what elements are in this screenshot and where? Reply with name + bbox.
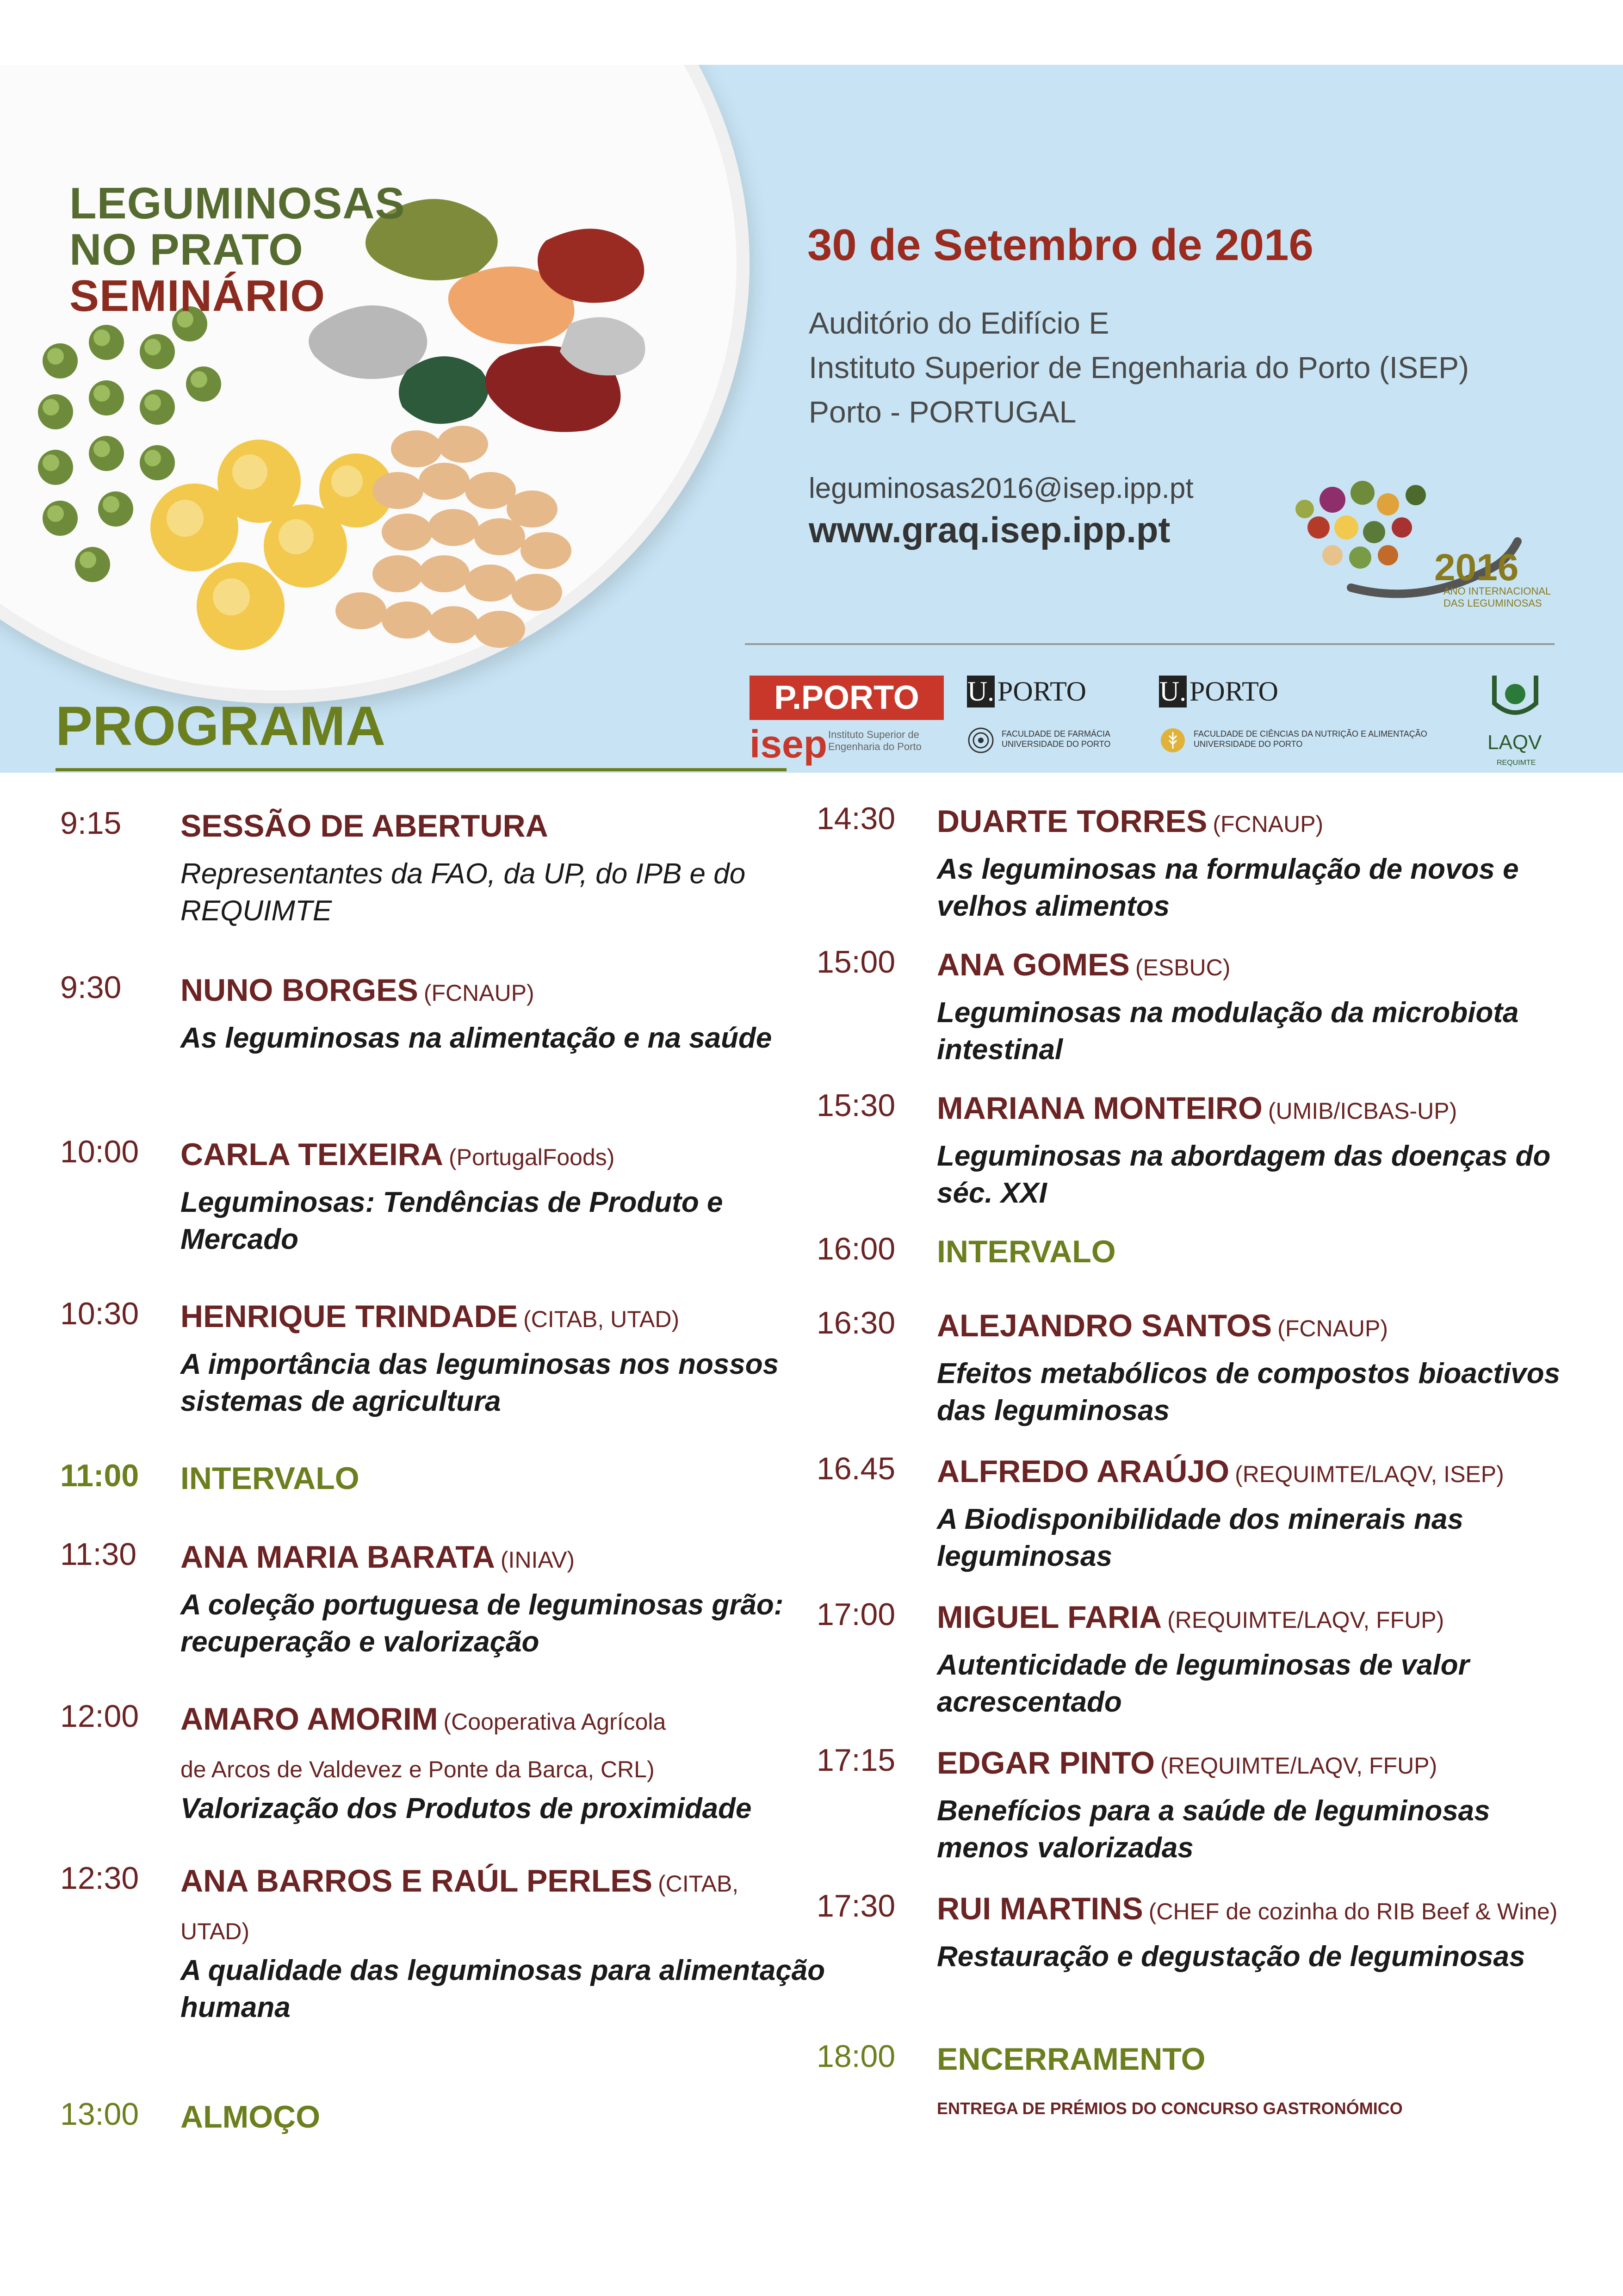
item-speaker: DUARTE TORRES bbox=[937, 804, 1208, 839]
uporto-text: PORTO bbox=[997, 676, 1087, 707]
item-time: 17:00 bbox=[817, 1597, 896, 1632]
fcnaup-wheat-icon bbox=[1159, 726, 1187, 754]
title-line-1: LEGUMINOSAS bbox=[69, 179, 405, 228]
venue-line-2: Instituto Superior de Engenharia do Porto (ISEP) bbox=[809, 350, 1469, 385]
item-time: 17:30 bbox=[817, 1888, 896, 1924]
item-talk: Restauração e degustação de leguminosas bbox=[937, 1941, 1525, 1973]
item-talk: Leguminosas na modulação da microbiota intestinal bbox=[937, 997, 1519, 1066]
ffup-logo bbox=[967, 676, 1086, 707]
item-talk: Leguminosas na abordagem das doenças do séc. XXI bbox=[937, 1140, 1551, 1209]
item-speaker: ANA GOMES bbox=[937, 947, 1130, 982]
venue-line-1: Auditório do Edifício E bbox=[809, 306, 1109, 340]
item-affiliation-cont: de Arcos de Valdevez e Ponte da Barca, CRL) bbox=[180, 1756, 655, 1782]
item-affiliation: (REQUIMTE/LAQV, ISEP) bbox=[1235, 1461, 1504, 1487]
item-speaker: ALMOÇO bbox=[180, 2099, 321, 2135]
item-talk: Leguminosas: Tendências de Produto e Mercado bbox=[180, 1186, 723, 1255]
item-time: 14:30 bbox=[817, 801, 896, 836]
item-speaker: INTERVALO bbox=[937, 1234, 1116, 1269]
item-note: ENTREGA DE PRÉMIOS DO CONCURSO GASTRONÓMICO bbox=[937, 2099, 1403, 2118]
item-affiliation: (CITAB, UTAD) bbox=[523, 1306, 680, 1332]
item-affiliation: (FCNAUP) bbox=[423, 980, 534, 1006]
item-affiliation: (PortugalFoods) bbox=[448, 1144, 615, 1170]
iyp-sub-line-1: ANO INTERNACIONAL bbox=[1443, 585, 1551, 597]
item-speaker: HENRIQUE TRINDADE bbox=[180, 1299, 518, 1334]
item-speaker: ANA MARIA BARATA bbox=[180, 1539, 495, 1575]
item-time: 16:00 bbox=[817, 1231, 896, 1266]
seminar-title bbox=[69, 180, 405, 319]
item-time: 15:00 bbox=[817, 944, 896, 980]
item-speaker: MARIANA MONTEIRO bbox=[937, 1091, 1263, 1126]
item-time: 10:00 bbox=[60, 1134, 139, 1169]
item-talk: Representantes da FAO, da UP, do IPB e do REQUIMTE bbox=[180, 858, 746, 927]
item-time: 15:30 bbox=[817, 1088, 896, 1123]
uporto-text: PORTO bbox=[1189, 676, 1279, 707]
item-affiliation: (Cooperativa Agrícola bbox=[443, 1709, 666, 1735]
iyp-year: 2016 bbox=[1434, 546, 1519, 589]
item-affiliation: (FCNAUP) bbox=[1277, 1316, 1388, 1341]
item-speaker: CARLA TEIXEIRA bbox=[180, 1137, 443, 1172]
item-speaker: INTERVALO bbox=[180, 1461, 359, 1496]
item-speaker: NUNO BORGES bbox=[180, 973, 418, 1008]
item-affiliation: (CITAB, bbox=[658, 1871, 739, 1897]
uporto-u-mark: U. bbox=[1159, 676, 1187, 707]
item-time: 17:15 bbox=[817, 1743, 896, 1778]
title-line-3: SEMINÁRIO bbox=[69, 271, 326, 321]
item-talk: Autenticidade de leguminosas de valor acrescentado bbox=[937, 1649, 1469, 1718]
item-speaker: ALFREDO ARAÚJO bbox=[937, 1454, 1230, 1489]
item-talk: A qualidade das leguminosas para alimentação humana bbox=[180, 1955, 825, 2023]
iyp-subtitle bbox=[1443, 585, 1551, 609]
item-speaker: EDGAR PINTO bbox=[937, 1745, 1155, 1781]
item-speaker: SESSÃO DE ABERTURA bbox=[180, 808, 548, 844]
isep-subtitle: Instituto Superior de Engenharia do Porto bbox=[828, 729, 922, 752]
contact-email[interactable]: leguminosas2016@isep.ipp.pt bbox=[809, 472, 1194, 504]
laqv-label: LAQV bbox=[1487, 731, 1542, 754]
item-talk: Benefícios para a saúde de leguminosas menos valorizadas bbox=[937, 1795, 1490, 1864]
item-speaker: RUI MARTINS bbox=[937, 1891, 1143, 1926]
logos-divider bbox=[745, 643, 1555, 645]
item-speaker: MIGUEL FARIA bbox=[937, 1600, 1162, 1635]
item-time: 11:30 bbox=[60, 1537, 137, 1572]
ffup-spiral-icon bbox=[967, 726, 995, 754]
item-talk: A Biodisponibilidade dos minerais nas leguminosas bbox=[937, 1503, 1464, 1572]
item-time: 18:00 bbox=[817, 2039, 896, 2074]
pporto-logo: P.PORTO bbox=[750, 676, 944, 720]
item-affiliation: (CHEF de cozinha do RIB Beef & Wine) bbox=[1148, 1899, 1558, 1924]
programa-divider bbox=[56, 768, 787, 771]
legumes-illustration bbox=[0, 65, 694, 773]
item-talk: Efeitos metabólicos de compostos bioactivos das leguminosas bbox=[937, 1358, 1561, 1427]
fcnaup-name: FACULDADE DE CIÊNCIAS DA NUTRIÇÃO E ALIMENTAÇÃO UNIVERSIDADE DO PORTO bbox=[1194, 729, 1427, 749]
ffup-name: FACULDADE DE FARMÁCIA UNIVERSIDADE DO PORTO bbox=[1002, 729, 1111, 749]
item-speaker: AMARO AMORIM bbox=[180, 1701, 438, 1737]
item-time: 9:15 bbox=[60, 806, 122, 841]
laqv-logo-icon bbox=[1490, 671, 1541, 731]
item-speaker: ENCERRAMENTO bbox=[937, 2042, 1206, 2077]
item-talk: A importância das leguminosas nos nossos sistemas de agricultura bbox=[180, 1348, 779, 1417]
programa-title: PROGRAMA bbox=[56, 695, 386, 757]
item-time: 12:00 bbox=[60, 1699, 139, 1734]
iyp-sub-line-2: DAS LEGUMINOSAS bbox=[1443, 597, 1542, 609]
item-affiliation-cont: UTAD) bbox=[180, 1918, 250, 1944]
item-talk: A coleção portuguesa de leguminosas grão: recuperação e valorização bbox=[180, 1589, 784, 1658]
item-time: 9:30 bbox=[60, 970, 122, 1005]
uporto-u-mark: U. bbox=[967, 676, 995, 707]
title-line-2: NO PRATO bbox=[69, 225, 304, 274]
item-talk: As leguminosas na formulação de novos e velhos alimentos bbox=[937, 853, 1519, 922]
event-date: 30 de Setembro de 2016 bbox=[807, 220, 1313, 270]
item-time: 13:00 bbox=[60, 2097, 139, 2132]
item-time: 10:30 bbox=[60, 1296, 139, 1331]
item-affiliation: (INIAV) bbox=[500, 1547, 575, 1573]
item-talk: As leguminosas na alimentação e na saúde bbox=[180, 1022, 772, 1054]
item-talk: Valorização dos Produtos de proximidade bbox=[180, 1793, 752, 1824]
item-speaker: ANA BARROS E RAÚL PERLES bbox=[180, 1863, 653, 1899]
header-banner bbox=[0, 65, 1623, 773]
laqv-sublabel: REQUIMTE bbox=[1497, 759, 1536, 767]
item-affiliation: (REQUIMTE/LAQV, FFUP) bbox=[1167, 1607, 1444, 1633]
item-affiliation: (REQUIMTE/LAQV, FFUP) bbox=[1160, 1753, 1437, 1779]
item-affiliation: (UMIB/ICBAS-UP) bbox=[1268, 1098, 1457, 1124]
item-time: 16:30 bbox=[817, 1305, 896, 1340]
item-time: 16.45 bbox=[817, 1451, 896, 1486]
fcnaup-logo bbox=[1159, 676, 1278, 707]
venue bbox=[809, 301, 1469, 434]
item-time: 12:30 bbox=[60, 1861, 139, 1896]
item-affiliation: (ESBUC) bbox=[1135, 955, 1231, 980]
item-speaker: ALEJANDRO SANTOS bbox=[937, 1308, 1272, 1343]
venue-line-3: Porto - PORTUGAL bbox=[809, 395, 1077, 429]
isep-logo: isep bbox=[750, 722, 828, 766]
website-link[interactable]: www.graq.isep.ipp.pt bbox=[809, 509, 1171, 550]
item-affiliation: (FCNAUP) bbox=[1213, 811, 1324, 837]
item-time: 11:00 bbox=[60, 1458, 139, 1493]
